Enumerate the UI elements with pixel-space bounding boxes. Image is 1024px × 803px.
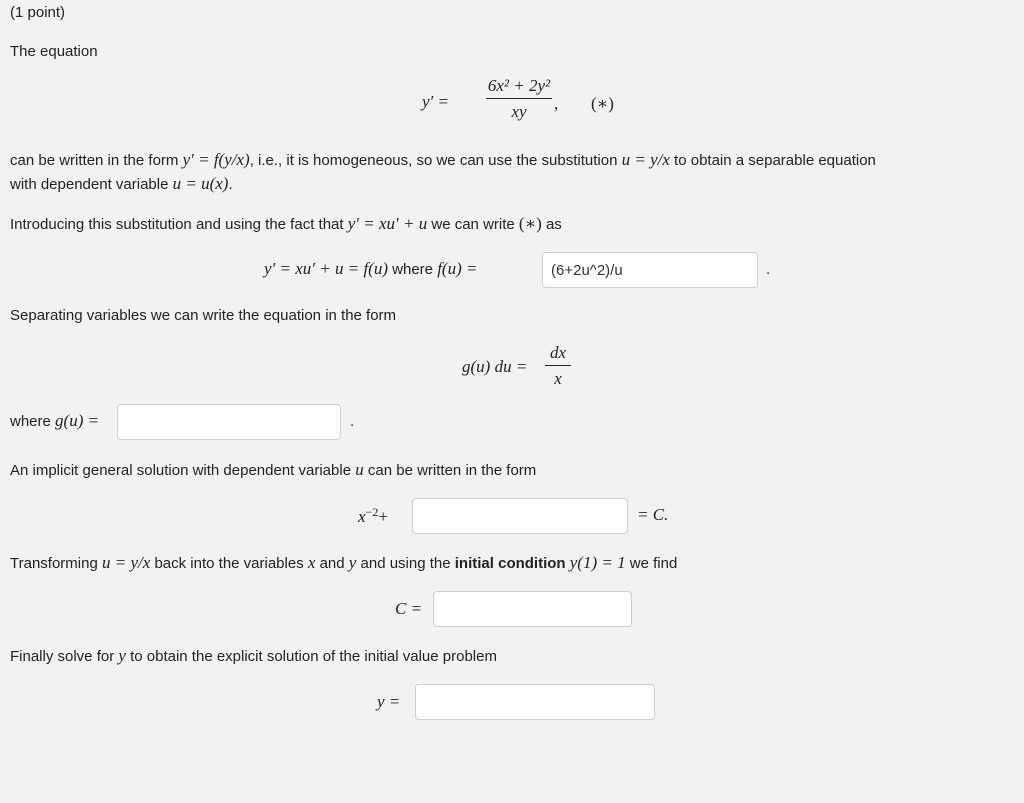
para5-math-2: x	[307, 553, 316, 572]
eq-star-denominator: xy	[511, 102, 527, 121]
para5-text-3: and	[315, 555, 349, 572]
para5-bold-initial-condition: initial condition	[454, 555, 566, 572]
para5-math-3: y	[348, 553, 357, 572]
para4-text-1: An implicit general solution with dependent variable	[10, 462, 356, 479]
eq-fu-math-2: f(u) =	[437, 259, 478, 278]
gu-math: g(u) =	[55, 411, 100, 430]
gu-text-where: where	[10, 413, 56, 430]
eq-star-lhs: y′ =	[422, 92, 449, 111]
paragraph-implicit	[10, 460, 536, 480]
intro-text: The equation	[10, 43, 98, 60]
c-answer-input[interactable]	[433, 591, 632, 627]
para4-text-2: can be written in the form	[363, 462, 537, 479]
implicit-rhs: = C.	[637, 505, 669, 524]
y-answer-input[interactable]	[415, 684, 655, 720]
equation-fu	[264, 259, 477, 279]
paragraph-substitution	[10, 214, 562, 234]
para2-math-1: y′ = xu′ + u	[347, 214, 428, 233]
gu-answer-input[interactable]	[117, 404, 341, 440]
implicit-base: x	[358, 507, 366, 526]
para1-text-3: to obtain a separable equation	[669, 152, 876, 169]
para2-math-2: (∗)	[518, 214, 542, 233]
para4-math-1: u	[355, 460, 364, 479]
implicit-exponent: −2	[365, 505, 379, 519]
para1-math-2: u = y/x	[621, 150, 670, 169]
points-label: (1 point)	[10, 4, 66, 21]
eq-sep-lhs: g(u) du =	[462, 357, 528, 376]
fu-answer-input[interactable]	[542, 252, 758, 288]
implicit-plus: +	[378, 507, 388, 526]
para1-text-4: with dependent variable	[10, 176, 173, 193]
para5-math-4: y(1) = 1	[569, 553, 626, 572]
eq-star-numerator: 6x² + 2y²	[487, 76, 551, 95]
para5-text-5: we find	[625, 555, 678, 572]
eq-sep-fraction	[545, 343, 571, 389]
paragraph-separating: Separating variables we can write the equation in the form	[10, 307, 397, 324]
eq-fu-math-1: y′ = xu′ + u = f(u)	[264, 259, 388, 278]
eq-star-comma: ,	[554, 94, 559, 113]
implicit-lhs	[358, 505, 388, 527]
para5-text-1: Transforming	[10, 555, 102, 572]
para1-text-5: .	[228, 176, 233, 193]
para1-math-1: y′ = f(y/x)	[182, 150, 250, 169]
para2-text-2: we can write	[427, 216, 519, 233]
implicit-answer-input[interactable]	[412, 498, 628, 534]
para6-text-1: Finally solve for	[10, 648, 119, 665]
para5-math-1: u = y/x	[101, 553, 151, 572]
eq-fu-text-where: where	[388, 261, 438, 278]
para1-math-3: u = u(x)	[172, 174, 229, 193]
para5-text-4: and using the	[356, 555, 455, 572]
eq-star-fraction	[486, 76, 552, 122]
para2-text-1: Introducing this substitution and using the fact that	[10, 216, 348, 233]
para1-text-2: , i.e., it is homogeneous, so we can use the substitution	[249, 152, 622, 169]
para1-text-1: can be written in the form	[10, 152, 183, 169]
gu-label	[10, 411, 99, 431]
fraction-bar	[486, 98, 552, 99]
fraction-bar	[545, 365, 571, 366]
gu-period: .	[350, 413, 355, 430]
c-label: C =	[395, 599, 423, 618]
eq-sep-denominator: x	[554, 369, 562, 388]
paragraph-homogeneous-line2	[10, 174, 233, 194]
y-label: y =	[377, 692, 401, 711]
paragraph-transforming	[10, 553, 677, 573]
paragraph-finally	[10, 646, 497, 666]
para5-text-2: back into the variables	[150, 555, 308, 572]
eq-fu-period: .	[766, 261, 771, 278]
para6-text-2: to obtain the explicit solution of the initial value problem	[125, 648, 497, 665]
para2-text-3: as	[541, 216, 562, 233]
paragraph-homogeneous	[10, 150, 876, 170]
eq-star-tag: (∗)	[591, 94, 614, 113]
para6-math-1: y	[118, 646, 126, 665]
eq-sep-numerator: dx	[549, 343, 567, 362]
